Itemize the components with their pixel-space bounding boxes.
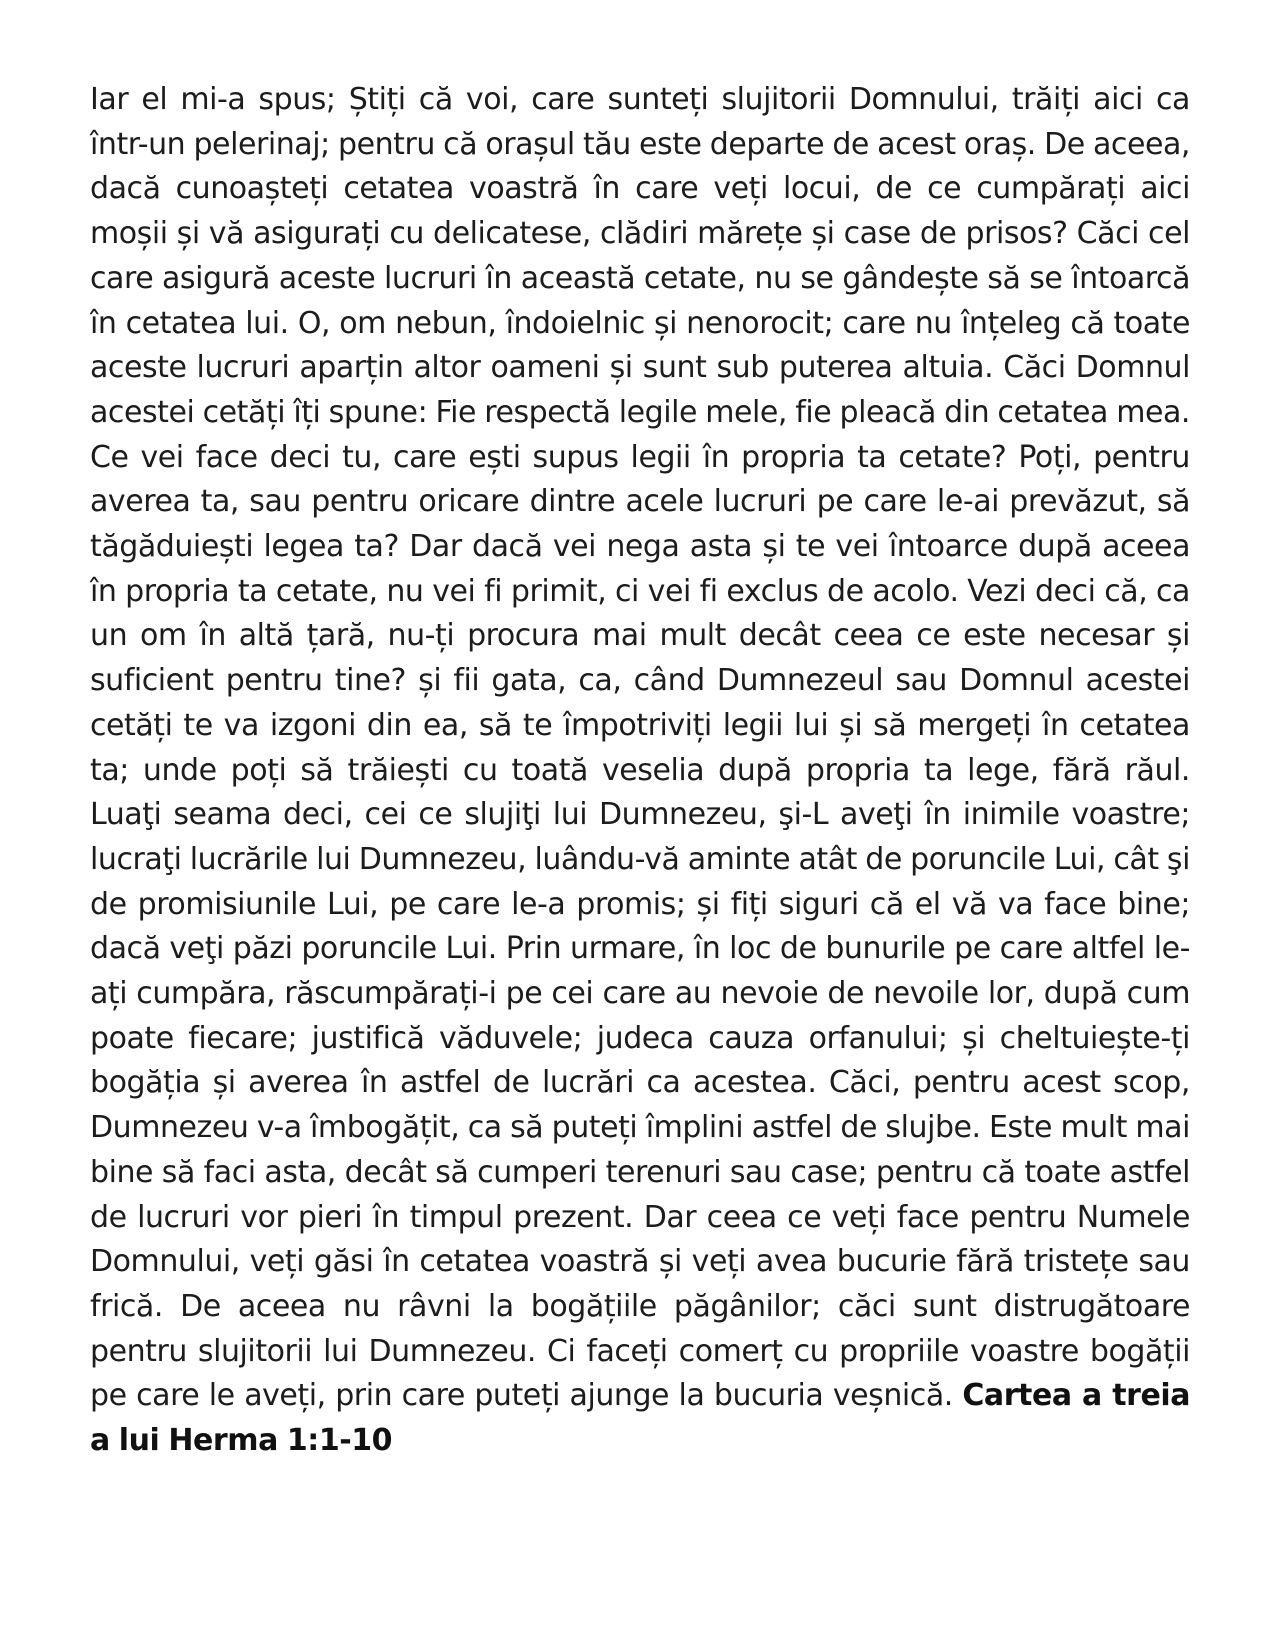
document-paragraph [90, 78, 1190, 1464]
paragraph-body-text: Iar el mi-a spus; Știți că voi, care sunteți slujitorii Domnului, trăiți aici ca într-un pelerinaj; pentru că orașul tău este departe de acest oraș. De aceea, dacă cunoașteți cetatea voastră în care veți locui, de ce cumpărați aici moșii și vă asigurați cu delicatese, clădiri mărețe și case de prisos? Căci cel care asigură aceste lucruri în această cetate, nu se gândește să se întoarcă în cetatea lui. O, om nebun, îndoielnic și nenorocit; care nu înțeleg că toate aceste lucruri aparțin altor oameni și sunt sub puterea altuia. Căci Domnul acestei cetăți îți spune: Fie respectă legile mele, fie pleacă din cetatea mea. Ce vei face deci tu, care ești supus legii în propria ta cetate? Poți, pentru averea ta, sau pentru oricare dintre acele lucruri pe care le-ai prevăzut, să tăgăduiești legea ta? Dar dacă vei nega asta și te vei întoarce după aceea în propria ta cetate, nu vei fi primit, ci vei fi exclus de acolo. Vezi deci că, ca un om în altă țară, nu-ți procura mai mult decât ceea ce este necesar și suficient pentru tine? și fii gata, ca, când Dumnezeul sau Domnul acestei cetăți te va izgoni din ea, să te împotriviți legii lui și să mergeți în cetatea ta; unde poți să trăiești cu toată veselia după propria ta lege, fără răul. Luaţi seama deci, cei ce slujiţi lui Dumnezeu, şi-L aveţi în inimile voastre; lucraţi lucrările lui Dumnezeu, luându-vă aminte atât de poruncile Lui, cât şi de promisiunile Lui, pe care le-a promis; și fiți siguri că el vă va face bine; dacă veţi păzi poruncile Lui. Prin urmare, în loc de bunurile pe care altfel le-ați cumpăra, răscumpărați-i pe cei care au nevoie de nevoile lor, după cum poate fiecare; justifică văduvele; judeca cauza orfanului; și cheltuiește-ți bogăția și averea în astfel de lucrări ca acestea. Căci, pentru acest scop, Dumnezeu v-a îmbogățit, ca să puteți împlini astfel de slujbe. Este mult mai bine să faci asta, decât să cumperi terenuri sau case; pentru că toate astfel de lucruri vor pieri în timpul prezent. Dar ceea ce veți face pentru Numele Domnului, veți găsi în cetatea voastră și veți avea bucurie fără tristețe sau frică. De aceea nu râvni la bogățiile păgânilor; căci sunt distrugătoare pentru slujitorii lui Dumnezeu. Ci faceți comerț cu propriile voastre bogății pe care le aveți, prin care puteți ajunge la bucuria veșnică. [90, 82, 1190, 1414]
scripture-citation: Cartea a treia a lui Herma 1:1-10 [90, 1378, 1190, 1459]
